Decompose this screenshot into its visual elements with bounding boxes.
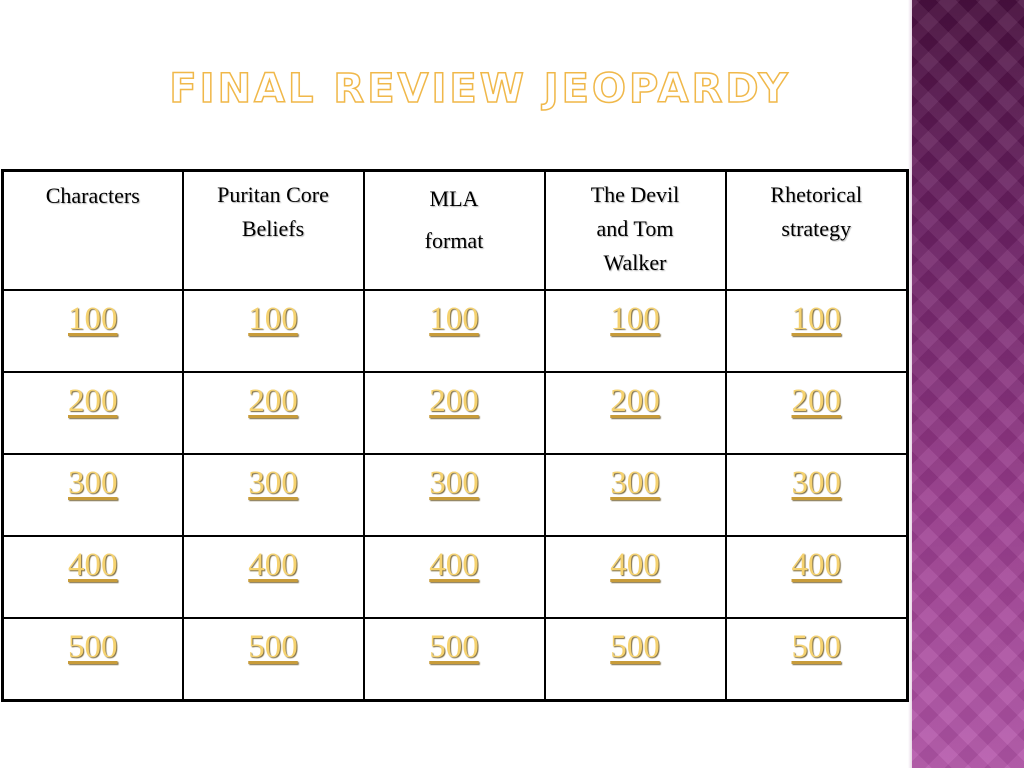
category-header	[3, 171, 183, 290]
question-link[interactable]: 100	[791, 300, 841, 337]
board-cell	[726, 290, 908, 372]
board-cell	[3, 290, 183, 372]
question-link[interactable]: 400	[248, 546, 298, 583]
question-link[interactable]: 100	[429, 300, 479, 337]
board-cell	[364, 618, 545, 701]
question-link[interactable]: 200	[68, 382, 118, 419]
value-row	[3, 290, 908, 372]
category-header	[364, 171, 545, 290]
question-link[interactable]: 200	[429, 382, 479, 419]
question-link[interactable]: 100	[68, 300, 118, 337]
question-link[interactable]: 500	[791, 628, 841, 665]
question-link[interactable]: 200	[248, 382, 298, 419]
value-row	[3, 372, 908, 454]
board-cell	[364, 536, 545, 618]
question-link[interactable]: 300	[610, 464, 660, 501]
question-link[interactable]: 500	[68, 628, 118, 665]
jeopardy-board	[1, 169, 909, 702]
question-link[interactable]: 300	[791, 464, 841, 501]
category-label: Characters	[45, 183, 140, 208]
category-header	[545, 171, 726, 290]
category-label: Rhetorical strategy	[770, 182, 863, 241]
question-link[interactable]: 300	[429, 464, 479, 501]
board-cell	[726, 372, 908, 454]
category-label: Puritan Core Beliefs	[217, 182, 329, 241]
question-link[interactable]: 100	[248, 300, 298, 337]
value-row	[3, 454, 908, 536]
board-cell	[3, 372, 183, 454]
value-row	[3, 618, 908, 701]
category-label: MLA format	[424, 186, 484, 253]
question-link[interactable]: 400	[791, 546, 841, 583]
board-cell	[545, 618, 726, 701]
question-link[interactable]: 400	[429, 546, 479, 583]
board-cell	[183, 454, 364, 536]
board-cell	[726, 454, 908, 536]
board-cell	[183, 290, 364, 372]
board-cell	[3, 454, 183, 536]
question-link[interactable]: 200	[610, 382, 660, 419]
board-cell	[545, 372, 726, 454]
question-link[interactable]: 200	[791, 382, 841, 419]
question-link[interactable]: 500	[429, 628, 479, 665]
slide-title: FINAL REVIEW JEOPARDY	[169, 66, 791, 112]
question-link[interactable]: 400	[68, 546, 118, 583]
board-cell	[726, 536, 908, 618]
value-row	[3, 536, 908, 618]
question-link[interactable]: 400	[610, 546, 660, 583]
question-link[interactable]: 300	[248, 464, 298, 501]
question-link[interactable]: 100	[610, 300, 660, 337]
category-header	[726, 171, 908, 290]
board-cell	[183, 372, 364, 454]
question-link[interactable]: 500	[248, 628, 298, 665]
board-cell	[3, 536, 183, 618]
category-header	[183, 171, 364, 290]
category-header-row	[3, 171, 908, 290]
board-cell	[364, 372, 545, 454]
board-cell	[545, 536, 726, 618]
question-link[interactable]: 300	[68, 464, 118, 501]
question-link[interactable]: 500	[610, 628, 660, 665]
board-cell	[726, 618, 908, 701]
board-cell	[545, 454, 726, 536]
board-cell	[364, 454, 545, 536]
category-label: The Devil and Tom Walker	[590, 182, 680, 275]
decorative-side-panel	[912, 0, 1024, 768]
board-cell	[545, 290, 726, 372]
board-cell	[183, 536, 364, 618]
board-cell	[3, 618, 183, 701]
board-cell	[364, 290, 545, 372]
board-cell	[183, 618, 364, 701]
